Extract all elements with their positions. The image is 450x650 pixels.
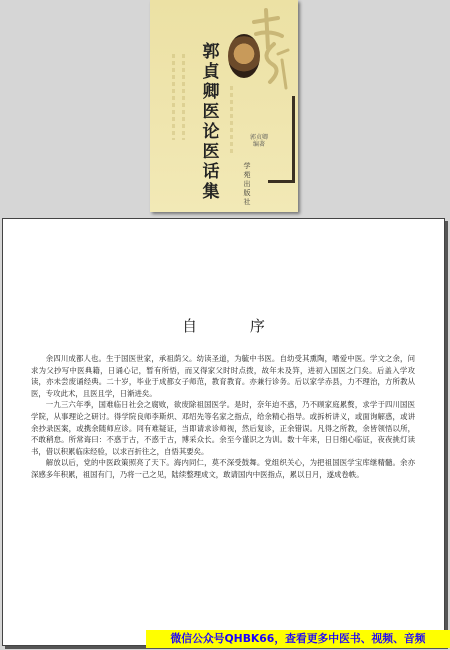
paragraph: 解放以后，党的中医政策照亮了天下。海内同仁，莫不深受鼓舞。党组织关心，为把祖国医学宝库继精髓。余亦深感多年积累，祖国有门，乃将一己之见，陆续整理成文，敢请国内中医指点，累以日月，遂成卷帙。 [31,458,415,479]
preface-body [31,353,415,481]
cover-decor-line [172,54,175,140]
book-cover [150,0,298,212]
page-title: 自 序 [182,317,289,335]
cover-bracket-decoration [268,96,295,183]
scanned-page [2,218,445,646]
promo-banner: 微信公众号QHBK66，查看更多中医书、视频、音频 [146,630,450,648]
paragraph: 一九三六年季，国难临日社会之腐败，欲废除祖国医学。是时，奈年迫不惑，乃不顾家庭累赘，求学于四川国医学院，从事理论之研讨。得学院良师李斯炽、邓绍先等名家之指点，给余精心指导。或拆析讲义，或面询解惑，或讲余抄录医案，或携余随师应诊。同有难疑证，当即请求诊师视，然后复诊，正余错误。凡得之所教，余皆领悟以所，不敢稍怠。所常诲曰：不惑于古，不惑于古，博采众长。余至今谨识之为训。数十年来，日日细心临证，夜夜挑灯读书，借以积累临床经验，以求百折往之，自悟其要矣。 [31,400,415,456]
paragraph: 余四川成都人也。生于国医世家，承祖荫父。幼读圣道，为毓中书医。自幼受其熏陶，嗜爱中医。学文之余，问求为父抄写中医典籍，日诵心记，暂有所悟，而又得家父时时点拨，故年未及笄，进初入国医之门矣。后盖入学攻读，亦未尝废诵经典。二十岁，毕业于成都女子师范，教育教育。亦兼行诊务。后以家学赤县，力不理治，方所教从医，专攻此术，且医且学，日渐进矣。 [31,354,415,398]
book-publisher: 学苑出版社 [243,162,251,206]
author-portrait [228,34,260,78]
book-author: 郭贞卿 编著 [250,134,269,148]
book-title: 郭貞卿医论医话集 [202,42,220,202]
cover-decor-line [230,86,233,156]
cover-decor-line [182,54,185,140]
